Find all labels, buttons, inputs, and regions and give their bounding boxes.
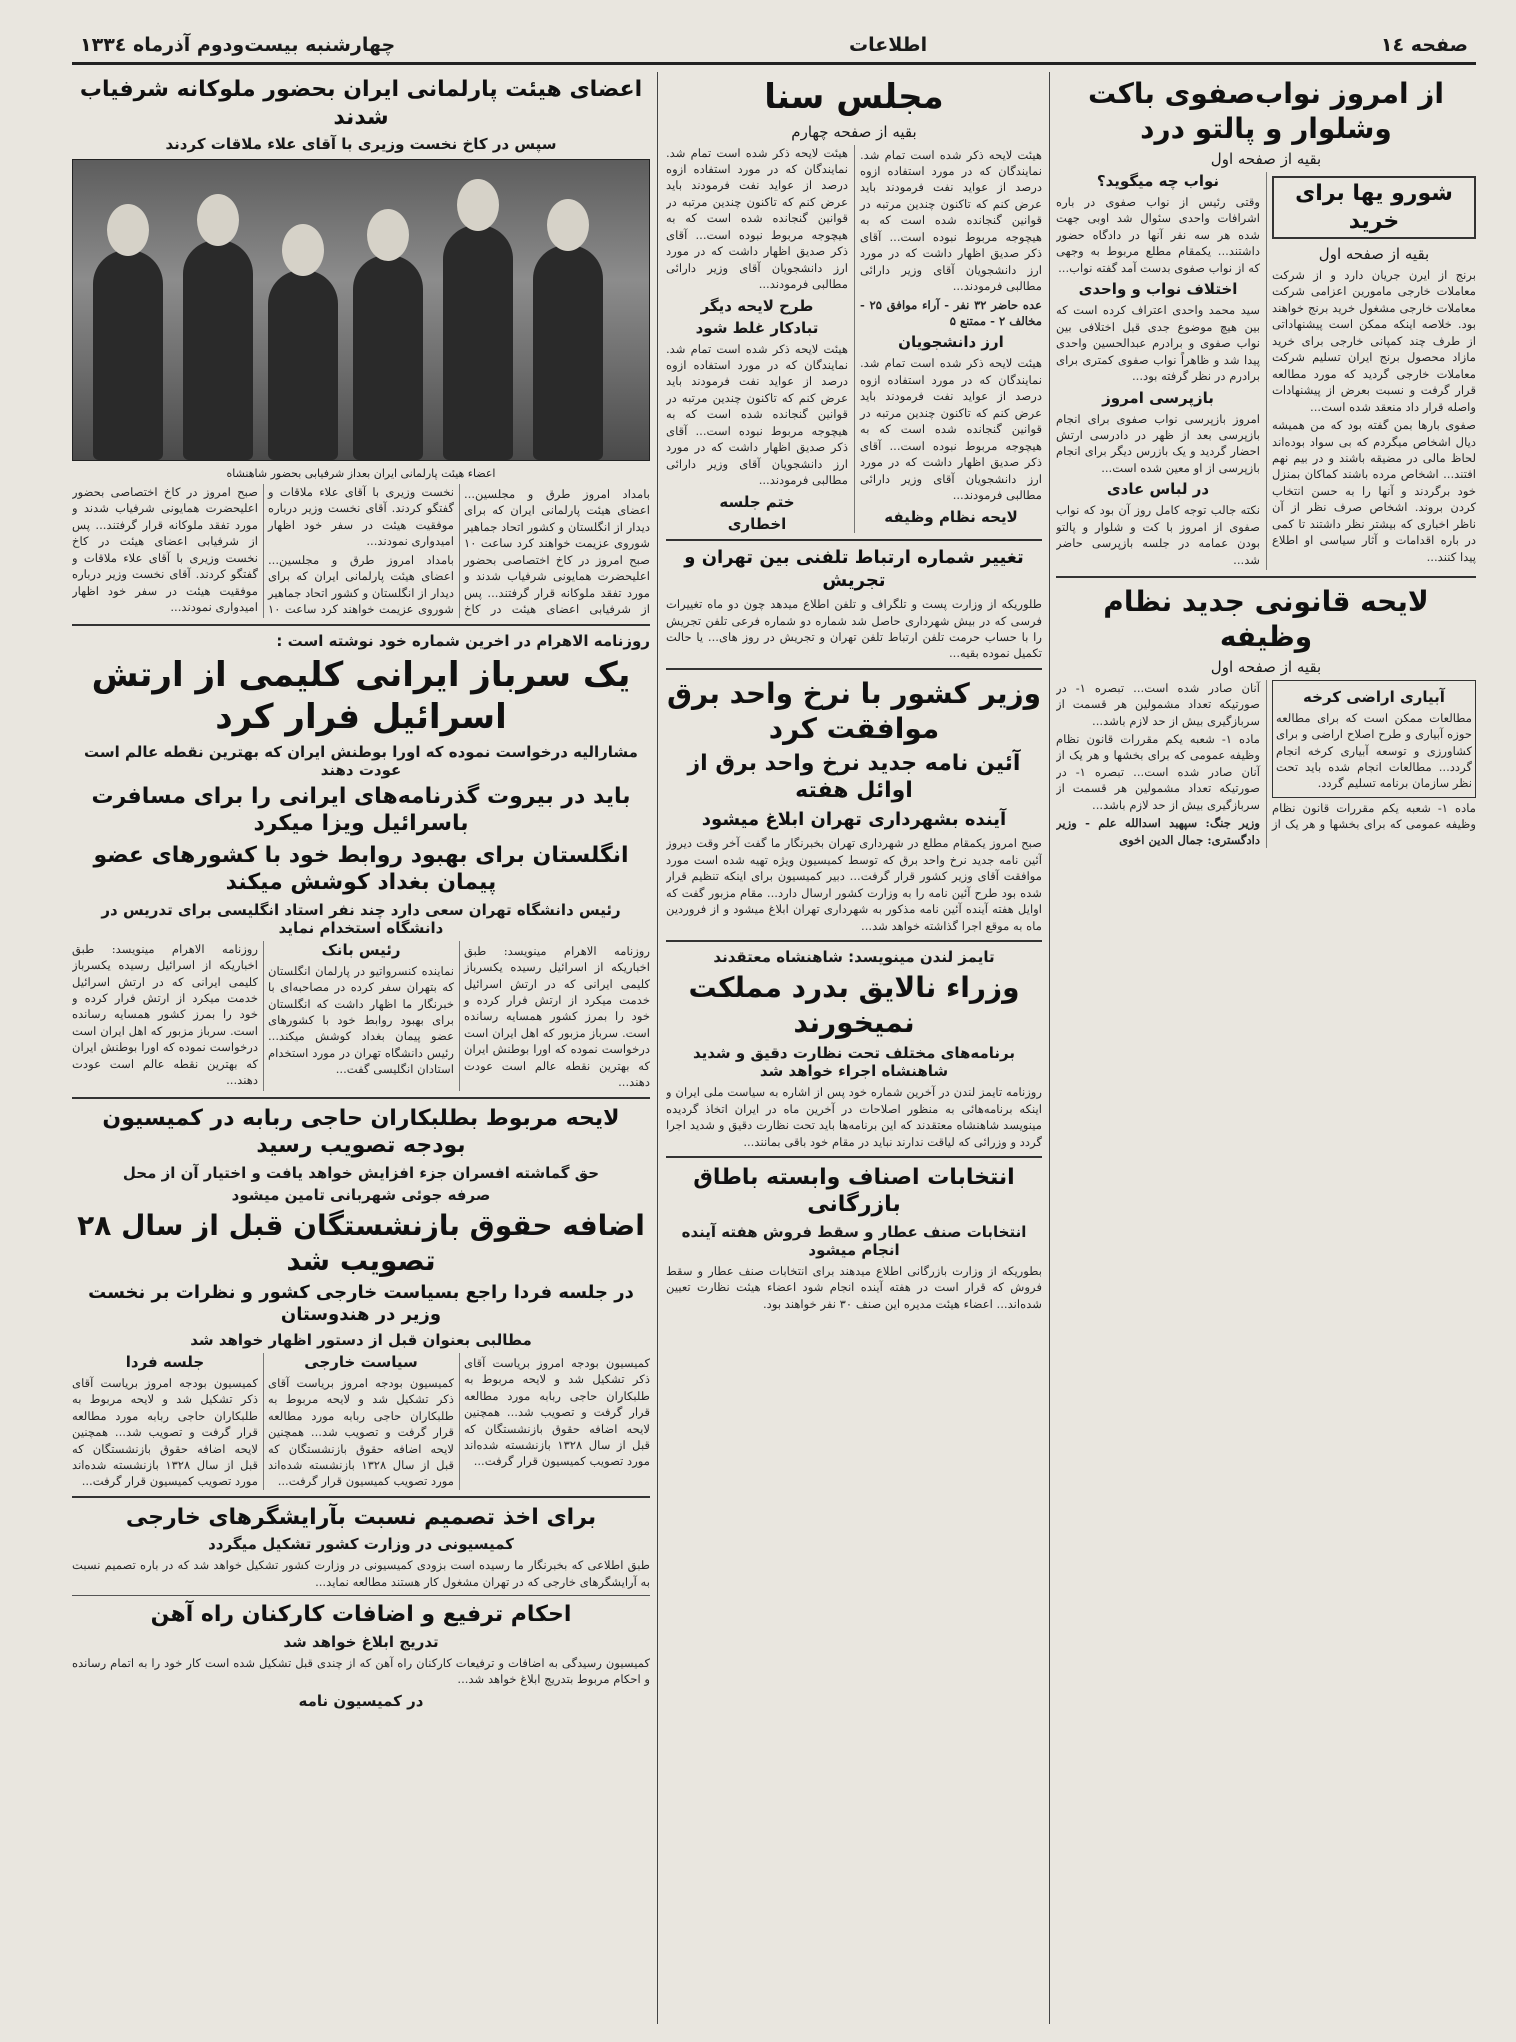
- photo-figure: [533, 245, 603, 460]
- page-number: صفحه ۱٤: [1380, 34, 1468, 56]
- continued-note: بقیه از صفحه اول: [1318, 245, 1430, 263]
- railway-headline: احکام ترفیع و اضافات کارکنان راه آهن: [150, 1602, 572, 1628]
- ministers-sub: برنامه‌های مختلف تحت نظارت دقیق و شدید شاهنشاه اجراء خواهد شد: [692, 1044, 1016, 1081]
- continued-note: بقیه از صفحه چهارم: [791, 122, 917, 141]
- page-header: [72, 28, 1476, 65]
- senate-body: هیئت لایحه ذکر شده است تمام شد. نمایندگان که در مورد استفاده ازوه درصد از عواید نفت فرمودند باید عرض کنم که تاکنون چندین مرتبه در قوانین گنجانده شده است که به هیچوجه مربوط نبوده است... آقای ذکر صدیق اظهار داشت که در مورد ارز دانشجویان آقای وزیر دارائی مطالبی فرمودند...: [860, 356, 1042, 503]
- section-rule: [72, 624, 650, 626]
- nawab-article: [1056, 172, 1476, 570]
- section-rule: [666, 1156, 1042, 1158]
- session-sub: مطالبی بعنوان قبل از دستور اظهار خواهد شد: [190, 1330, 532, 1349]
- barbers-body: طبق اطلاعی که بخبرنگار ما رسیده است بزودی کمیسیونی در وزارت کشور تشکیل خواهد شد که در باره تصمیم نسبت به آرایشگرهای خارجی که در تهران مشغول کار هستند مطالعه نماید...: [72, 1558, 650, 1589]
- nawab-says-subhead: نواب چه میگوید؟: [1096, 172, 1220, 190]
- budget-bill-sub1: حق گماشته افسران جزء افزایش خواهد یافت و اختیار آن از محل: [122, 1163, 600, 1182]
- plain-clothes-body: نکته جالب توجه کامل روز آن بود که نواب صفوی از امروز با کت و شلوار و پالتو بودن عمامه در جلسه بازپرسی حاضر شد...: [1056, 503, 1260, 567]
- budget-body: کمیسیون بودجه امروز بریاست آقای ذکر تشکیل شد و لایحه مربوط به طلبکاران حاجی ربابه مورد مطالعه قرار گرفت و تصویب شد... همچنین لایحه اضافه حقوق بازنشستگان که قبل از سال ۱۳۲۸ بازنشسته شده‌اند مورد تصویب کمیسیون قرار گرفت...: [72, 1375, 258, 1489]
- soldier-body: روزنامه الاهرام مینویسد: طبق اخباریکه از اسرائیل رسیده یکسرباز کلیمی ایرانی که در ارتش اسرائیل خدمت میکرد از ارتش فرار کرده و خود را بمرز کشور همسایه رسانده است. سرباز مزبور که اهل ایران است درخواست نموده که اورا بوطنش ایران که بهترین نقطه عالم است عودت دهند...: [72, 941, 258, 1088]
- england-headline: انگلستان برای بهبود روابط خود با کشورهای عضو پیمان بغداد کوشش میکند: [93, 842, 629, 896]
- photo-figure: [353, 255, 423, 460]
- plain-clothes-subhead: در لباس عادی: [1106, 480, 1210, 499]
- interrogation-body: امروز بازپرسی نواب صفوی برای انجام بازپرسی بعد از ظهر در دادرسی ارتش احضار گردید و یک بازرس دیگر برای انجام بازپرسی از او معین شده است...: [1056, 411, 1260, 475]
- soldier-sub1: مشارالیه درخواست نموده که اورا بوطنش ایران که بهترین نقطه عالم است عودت دهند: [84, 742, 638, 779]
- budget-bill-sub2: صرفه جوئی شهربانی تامین میشود: [231, 1185, 491, 1204]
- bank-head-subhead: رئیس بانک: [321, 940, 401, 959]
- vote-count: عده حاضر ۳۲ نفر - آراء موافق ۲۵ - مخالف ۲ - ممتنع ۵: [860, 297, 1042, 329]
- dispute-subhead: اختلاف نواب و واحدی: [1078, 280, 1238, 299]
- notice-subhead: اخطاری: [727, 514, 787, 533]
- england-body: نماینده کنسرواتیو در پارلمان انگلستان که بتهران سفر کرده در مصاحبه‌ای با خبرنگار ما اظهار داشت که انگلستان برای بهبود روابط خود با کشورهای عضو پیمان بغداد کوشش میکند... رئیس دانشگاه تهران در مورد استخدام استادان انگلیسی گفت...: [268, 963, 454, 1077]
- commission-tag: در کمیسیون نامه: [298, 1691, 424, 1710]
- electricity-sub1: آئین نامه جدید نرخ واحد برق از اوائل هفته: [687, 750, 1021, 804]
- phone-change-body: طلوریکه از وزارت پست و تلگراف و تلفن اطلاع میدهد چون دو ماه تغییرات فرسی که در بیش شهرداری حاصل شد شماره دو شماره فرعی تلفن تجریش را با حساب حرمت تلفن ارتباط تلفن تهران و تجریش در روز های... یا حالت تکمیل نموده بقیه...: [666, 597, 1042, 661]
- electricity-headline: وزیر کشور با نرخ واحد برق موافقت کرد: [666, 676, 1042, 745]
- photo-figure: [93, 250, 163, 460]
- soldier-headline: یک سرباز ایرانی کلیمی از ارتش اسرائیل فرار کرد: [91, 654, 631, 738]
- conscription-subhead: لایحه نظام وظیفه: [884, 507, 1018, 526]
- interrogation-subhead: بازپرسی امروز: [1102, 388, 1214, 407]
- photo-figure: [268, 270, 338, 460]
- senate-article: [666, 145, 1042, 534]
- left-column: [72, 72, 650, 2024]
- ahram-tag: روزنامه الاهرام در اخرین شماره خود نوشته است :: [276, 631, 650, 650]
- nawab-body: صفوی بارها بمن گفته بود که من همیشه دیال اشخاص میگردم که بی سواد بوده‌اند لحاظ مالی در مضیقه باشند و در بیم نهم افتند... اشخاص مرده باشند کماکان بمنزل خود برگردند و آنها را به حسن انتخاب کردن بروند. اشخاص صرف نظر از آن ناظر اخباری که بیشتر نظر داشتند تا کمی در باره اقدامات و آثار سیاسی او اطلاع پیدا کنند...: [1272, 418, 1476, 564]
- senate-body: هیئت لایحه ذکر شده است تمام شد. نمایندگان که در مورد استفاده ازوه درصد از عواید نفت فرمودند باید عرض کنم که تاکنون چندین مرتبه در قوانین گنجانده شده است که به هیچوجه مربوط نبوده است... آقای ذکر صدیق اظهار داشت که در مورد ارز دانشجویان آقای وزیر دارائی مطالبی فرمودند...: [860, 147, 1042, 294]
- section-rule: [666, 539, 1042, 541]
- ministers-headline: وزراء نالایق بدرد مملکت نمیخورند: [688, 971, 1020, 1040]
- barbers-sub: کمیسیونی در وزارت کشور تشکیل میگردد: [208, 1535, 514, 1554]
- times-tag: تایمز لندن مینویسد: شاهنشاه معتقدند: [713, 948, 995, 967]
- england-sub: رئیس دانشگاه تهران سعی دارد چند نفر استاد انگلیسی برای تدریس در دانشگاه استخدام نماید: [101, 900, 621, 937]
- soldier-body: روزنامه الاهرام مینویسد: طبق اخباریکه از اسرائیل رسیده یکسرباز کلیمی ایرانی که در ارتش اسرائیل خدمت میکرد از ارتش فرار کرده و خود را بمرز کشور همسایه رسانده است. سرباز مزبور که اهل ایران است درخواست نموده که اورا بوطنش ایران که بهترین نقطه عالم است عودت دهند...: [464, 943, 650, 1090]
- column-divider: [657, 72, 658, 2024]
- karkheh-irrigation-headline: آبیاری اراضی کرخه: [1303, 687, 1445, 706]
- continued-note: بقیه از صفحه اول: [1210, 150, 1322, 168]
- session-subhead: جلسه فردا: [125, 1352, 205, 1371]
- soldier-sub2: باید در بیروت گذرنامه‌های ایرانی را برای مسافرت باسرائیل ویزا میکرد: [91, 783, 631, 837]
- soviet-purchase-body: برنج از ایرن جریان دارد و از شرکت معاملات خارجی مامورین اعزامی شرکت معاملات خارجی مشغول خرید برنج خواهند بود. خلاصه اینکه ممکن است پیشنهاداتی از طرف چند کمپانی خارجی برای خرید مازاد محصول برنج ایران تسلیم شرکت معاملات خارجی گردید که مورد مطالعه قرار گرفت و نسبت بعرض از پیشنهادات واصله قرار داد منعقد شده است...: [1272, 268, 1476, 414]
- continued-note: بقیه از صفحه اول: [1210, 657, 1322, 676]
- delegation-body: بامداد امروز طرق و مجلسین... اعضای هیئت پارلمانی ایران که برای دیدار از انگلستان و کشور اتحاد جماهیر شوروی عزیمت خواهند کرد ساعت ۱۰ صبح امروز در کاخ اختصاصی بحضور اعلیحضرت همایونی شرفیاب شدند و مورد تفقد ملوکانه قرار گرفتند... پس از شرفیابی اعضای هیئت در کاخ نخست وزیری با آقای علاء ملاقات و گفتگو کردند. آقای نخست وزیر درباره موفقیت هیئت در سفر خود اظهار امیدواری نمودند...: [72, 485, 454, 617]
- student-currency-subhead: ارز دانشجویان: [898, 333, 1004, 352]
- section-rule: [666, 940, 1042, 942]
- delegation-article: [72, 484, 650, 618]
- phone-change-headline: تغییر شماره ارتباط تلفنی بین تهران و تجریش: [684, 547, 1024, 591]
- conscription-article: [1056, 680, 1476, 849]
- soldier-article: [72, 941, 650, 1091]
- guild-elections-headline: انتخابات اصناف وابسته باطاق بازرگانی: [693, 1164, 1015, 1218]
- delegation-photo: [72, 159, 650, 461]
- senate-headline: مجلس سنا: [764, 77, 944, 117]
- conscription-body: ماده ۱- شعبه یکم مقررات قانون نظام وظیفه عمومی که برای بخشها و هر یک از آنان صادر شده است... تبصره ۱- در صورتیکه تعداد مشمولین هر قسمت از سربازگیری بیش از حد لازم باشد...: [1056, 732, 1261, 812]
- budget-bill-headline: لایحه مربوط بطلبکاران حاجی ربابه در کمیسیون بودجه تصویب رسید: [102, 1105, 620, 1159]
- foreign-policy-subhead: سیاست خارجی: [304, 1352, 418, 1371]
- conscription-law-headline: لایحه قانونی جدید نظام وظیفه: [1103, 584, 1429, 653]
- barbers-headline: برای اخذ تصمیم نسبت بآرایشگرهای خارجی: [125, 1504, 597, 1530]
- railway-body: کمیسیون رسیدگی به اضافات و ترفیعات کارکنان راه آهن که از چندی قبل تشکیل شده است کار خود را به اتمام رسانده و احکام مربوط بتدریج ابلاغ خواهد شد...: [72, 1655, 650, 1687]
- right-column: [1056, 72, 1476, 2024]
- column-divider: [1049, 72, 1050, 2024]
- karkheh-irrigation-body: مطالعات ممکن است که برای مطالعه حوزه آبیاری و طرح اصلاح اراضی و برای کشاورزی و توسعه آبیاری کرخه انجام گردد... مطالعات انجام شده باید تحت نظر سازمان برنامه تسلیم گردد.: [1276, 710, 1472, 791]
- middle-column: [666, 72, 1042, 2024]
- section-rule: [72, 1097, 650, 1099]
- budget-body: کمیسیون بودجه امروز بریاست آقای ذکر تشکیل شد و لایحه مربوط به طلبکاران حاجی ربابه مورد مطالعه قرار گرفت و تصویب شد... همچنین لایحه اضافه حقوق بازنشستگان که قبل از سال ۱۳۲۸ بازنشسته شده‌اند مورد تصویب کمیسیون قرار گرفت...: [464, 1355, 650, 1469]
- other-bill-subhead: طرح لایحه دیگر: [700, 296, 814, 315]
- section-rule: [72, 1496, 650, 1498]
- session-end-subhead: ختم جلسه: [719, 492, 795, 511]
- photo-figure: [443, 225, 513, 460]
- section-rule: [72, 1595, 650, 1596]
- electricity-body: صبح امروز یکمقام مطلع در شهرداری تهران بخبرنگار ما گفت آخر وقت دیروز آئین نامه جدید نرخ واحد برق که توسط کمیسیون ویژه تهیه شده است مورد موافقت آقای وزیر کشور قرار گرفت... دبیر کمیسیون برای اینکه تنظیم قرار شده بود طرح آئین نامه را به وزارت کشور ارسال دارد... مقام مزبور گفت که اوایل هفته آینده آئین نامه مذکور به شهرداری تهران ابلاغ میشود و از فروردین ماه به موقع اجرا گذاشته خواهد شد...: [666, 836, 1042, 933]
- budget-body: کمیسیون بودجه امروز بریاست آقای ذکر تشکیل شد و لایحه مربوط به طلبکاران حاجی ربابه مورد مطالعه قرار گرفت و تصویب شد... همچنین لایحه اضافه حقوق بازنشستگان که قبل از سال ۱۳۲۸ بازنشسته شده‌اند مورد تصویب کمیسیون قرار گرفت...: [268, 1375, 454, 1489]
- session-headline: در جلسه فردا راجع بسیاست خارجی کشور و نظرات بر نخست وزیر در هندوستان: [88, 1281, 634, 1326]
- signatures: وزیر جنگ: سپهبد اسدالله علم - وزیر دادگستری: جمال الدین اخوی: [1056, 816, 1260, 847]
- section-rule: [666, 668, 1042, 670]
- guild-elections-sub: انتخابات صنف عطار و سقط فروش هفته آینده انجام میشود: [681, 1222, 1027, 1259]
- railway-sub: تدریج ابلاغ خواهد شد: [283, 1632, 439, 1651]
- guild-elections-body: بطوریکه از وزارت بازرگانی اطلاع میدهند برای انتخابات صنف عطار و سقط فروش که قرار است در هفته آینده انجام شود اعضاء هیئت نظارت تعیین شده‌اند... اعضاء هیئت مدیره این صنف ۳۰ نفر خواهند بود.: [666, 1263, 1042, 1311]
- ministers-body: روزنامه تایمز لندن در آخرین شماره خود پس از اشاره به سیاست ملی ایران و اینکه برنامه‌هائی به منظور اصلاحات در آخرین ماه در ایران اتخاذ گردیده مینویسد شاهنشاه معتقدند که این برنامه‌ها باید تحت نظارت دقیق و شدید اجرا گردد و وزرائی که لیاقت ندارند نباید در مقام خود باقی بمانند...: [666, 1085, 1042, 1149]
- nawab-says-body: وقتی رئیس از نواب صفوی در باره اشرافات واحدی سئوال شد اوبی جهت شده هر سه نفر آنها در دادگاه حضور داشتند... یکمقام مطلع مربوط به وجهی که از نواب صفوی بدست آمد گفته نواب...: [1056, 195, 1260, 275]
- delegation-sub: سپس در کاخ نخست وزیری با آقای علاء ملاقات کردند: [165, 135, 557, 153]
- delegation-headline: اعضای هیئت پارلمانی ایران بحضور ملوکانه شرفیاب شدند: [79, 77, 643, 130]
- section-rule: [1056, 576, 1476, 578]
- photo-caption: اعضاء هیئت پارلمانی ایران بعداز شرفیابی بحضور شاهنشاه: [226, 467, 496, 480]
- dispute-body: سید محمد واحدی اعتراف کرده است که بین هیچ موضوع جدی قبل اختلافی بین نواب صفوی و برادرم عبدالحسین واحدی پیدا شد و ظاهراً نواب صفوی کمتری برای برادرم در نظر گرفته بود...: [1056, 303, 1260, 384]
- senate-body: هیئت لایحه ذکر شده است تمام شد. نمایندگان که در مورد استفاده ازوه درصد از عواید نفت فرمودند باید عرض کنم که تاکنون چندین مرتبه در قوانین گنجانده شده است که به هیچوجه مربوط نبوده است... آقای ذکر صدیق اظهار داشت که در مورد ارز دانشجویان آقای وزیر دارائی مطالبی فرمودند...: [666, 145, 848, 292]
- budget-article: [72, 1353, 650, 1490]
- issue-date: چهارشنبه بیست‌ودوم آذرماه ۱۳۳٤: [80, 34, 396, 56]
- newspaper-name: اطلاعات: [849, 34, 928, 56]
- electricity-sub2: آینده بشهرداری تهران ابلاغ میشود: [701, 808, 1007, 830]
- photo-figure: [183, 240, 253, 460]
- delegation-body: بامداد امروز طرق و مجلسین... اعضای هیئت پارلمانی ایران که برای دیدار از انگلستان و کشور اتحاد جماهیر شوروی عزیمت خواهند کرد ساعت ۱۰ صبح امروز در کاخ اختصاصی بحضور اعلیحضرت همایونی شرفیاب شدند و مورد تفقد ملوکانه قرار گرفتند... پس از شرفیابی اعضای هیئت در کاخ نخست وزیری با آقای علاء ملاقات و گفتگو کردند. آقای نخست وزیر درباره موفقیت هیئت در سفر خود اظهار امیدواری نمودند...: [268, 485, 650, 617]
- pension-headline: اضافه حقوق بازنشستگان قبل از سال ۲۸ تصویب شد: [77, 1208, 645, 1277]
- conscription-body: ماده ۱- شعبه یکم مقررات قانون نظام وظیفه عمومی که برای بخشها و هر یک از آنان صادر شده است... تبصره ۱- در صورتیکه تعداد مشمولین هر قسمت از سربازگیری بیش از حد لازم باشد...: [1056, 680, 1476, 832]
- correction-subhead: تبادکار غلط شود: [695, 318, 819, 337]
- soviet-purchase-headline: شورو یها برای خرید: [1272, 176, 1476, 239]
- senate-body: هیئت لایحه ذکر شده است تمام شد. نمایندگان که در مورد استفاده ازوه درصد از عواید نفت فرمودند باید عرض کنم که تاکنون چندین مرتبه در قوانین گنجانده شده است که به هیچوجه مربوط نبوده است... آقای ذکر صدیق اظهار داشت که در مورد ارز دانشجویان آقای وزیر دارائی مطالبی فرمودند...: [666, 341, 848, 488]
- nawab-headline: از امروز نواب‌صفوی باکت وشلوار و پالتو درد: [1087, 77, 1444, 145]
